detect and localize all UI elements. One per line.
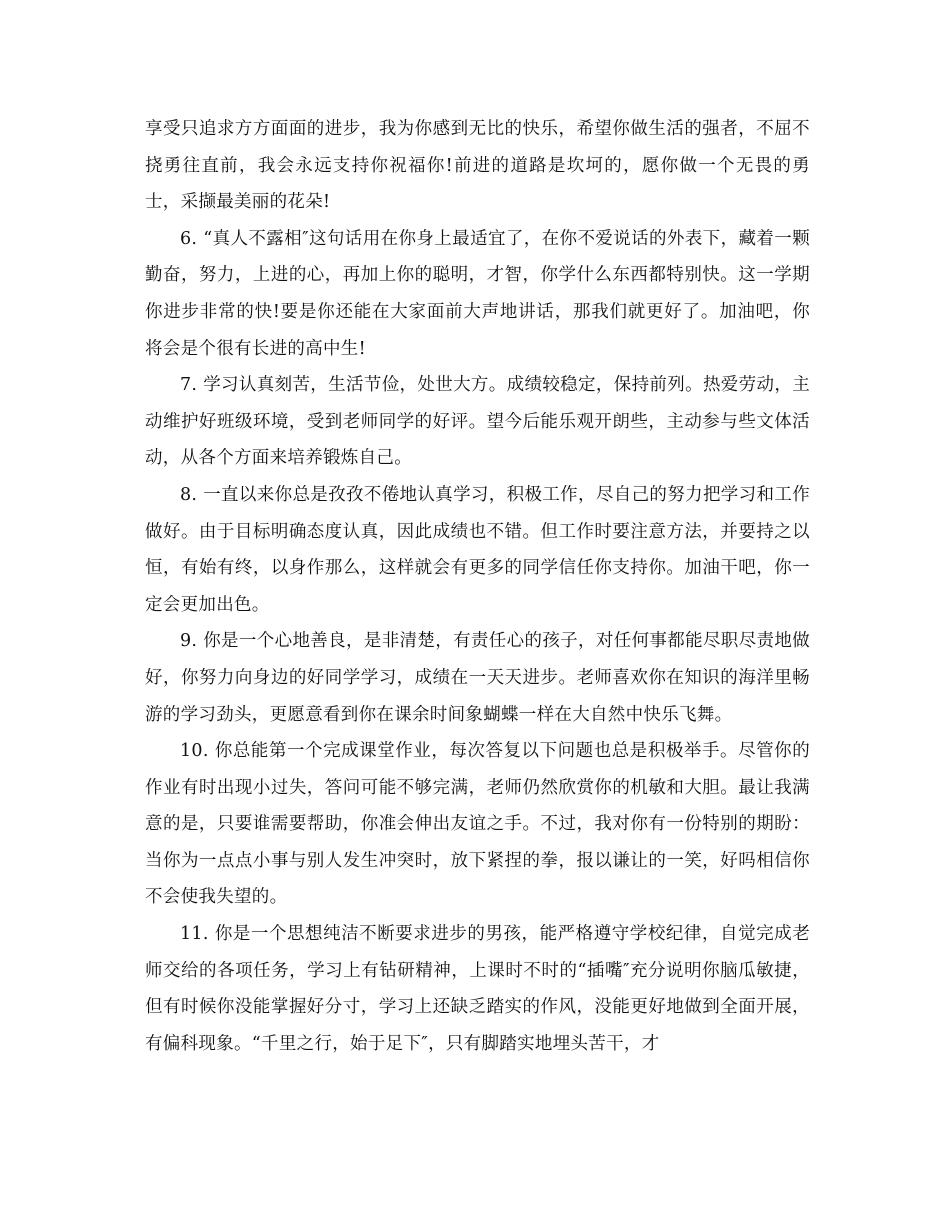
paragraph-item-7: 7. 学习认真刻苦，生活节俭，处世大方。成绩较稳定，保持前列。热爱劳动，主动维护好班级环境，受到老师同学的好评。望今后能乐观开朗些，主动参与些文体活动，从各个方面来培养锻炼自己。 xyxy=(145,375,810,469)
paragraph-item-6: 6. “真人不露相″这句话用在你身上最适宜了，在你不爱说话的外表下，藏着一颗勤奋，努力，上进的心，再加上你的聪明，才智，你学什么东西都特别快。这一学期你进步非常的快!要是你还能在大家面前大声地讲话，那我们就更好了。加油吧，你将会是个很有长进的高中生! xyxy=(145,228,810,359)
paragraph-item-11: 11. 你是一个思想纯洁不断要求进步的男孩，能严格遵守学校纪律，自觉完成老师交给的各项任务，学习上有钻研精神，上课时不时的“插嘴″充分说明你脑瓜敏捷，但有时候你没能掌握好分寸，学习上还缺乏踏实的作风，没能更好地做到全面开展，有偏科现象。“千里之行，始于足下″，只有脚踏实地埋头苦干，才 xyxy=(145,924,810,1054)
paragraph-continued: 享受只追求方方面面的进步，我为你感到无比的快乐，希望你做生活的强者，不屈不挠勇往直前，我会永远支持你祝福你!前进的道路是坎坷的，愿你做一个无畏的勇士，采撷最美丽的花朵! xyxy=(145,119,810,213)
paragraph-item-9: 9. 你是一个心地善良，是非清楚，有责任心的孩子，对任何事都能尽职尽责地做好，你努力向身边的好同学学习，成绩在一天天进步。老师喜欢你在知识的海洋里畅游的学习劲头，更愿意看到你在课余时间象蝴蝶一样在大自然中快乐飞舞。 xyxy=(145,631,810,725)
paragraph-item-8: 8. 一直以来你总是孜孜不倦地认真学习，积极工作，尽自己的努力把学习和工作做好。由于目标明确态度认真，因此成绩也不错。但工作时要注意方法，并要持之以恒，有始有终，以身作那么，这样就会有更多的同学信任你支持你。加油干吧，你一定会更加出色。 xyxy=(145,484,810,615)
document-body xyxy=(145,111,810,1062)
paragraph-item-10: 10. 你总能第一个完成课堂作业，每次答复以下问题也总是积极举手。尽管你的作业有时出现小过失，答问可能不够完满，老师仍然欣赏你的机敏和大胆。最让我满意的是，只要谁需要帮助，你准会伸出友谊之手。不过，我对你有一份特别的期盼：当你为一点点小事与别人发生冲突时，放下紧捏的拳，报以谦让的一笑，好吗相信你不会使我失望的。 xyxy=(145,741,810,908)
